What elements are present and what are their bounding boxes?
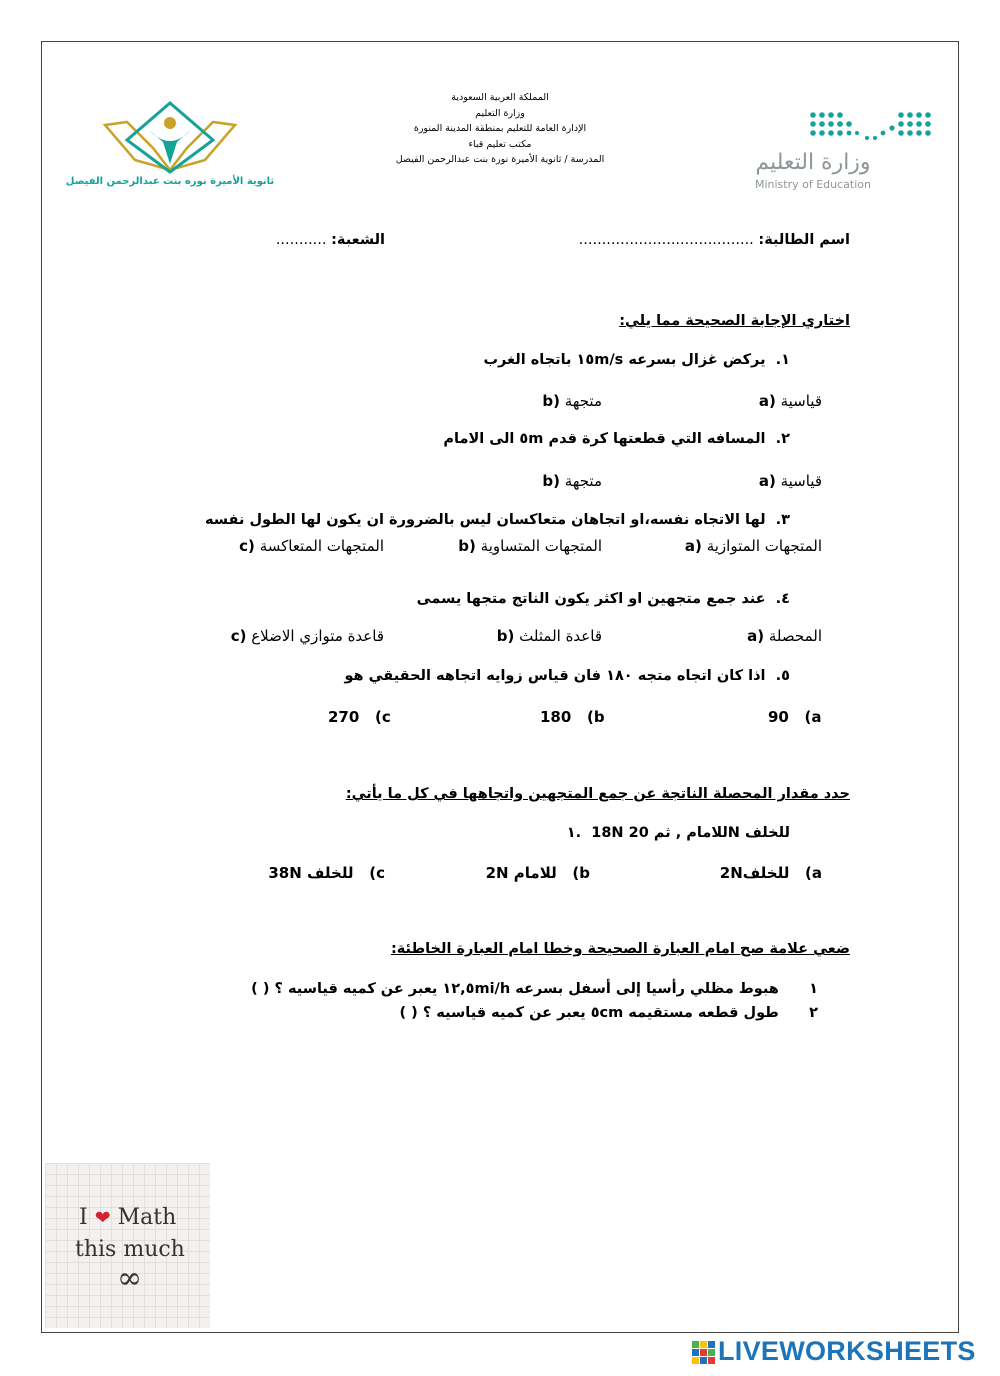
q2-option-b[interactable] <box>542 472 602 490</box>
q2-option-b-key: b) <box>542 472 561 490</box>
part3-item-2-number: ٢ <box>809 1005 818 1021</box>
q5-option-c[interactable] <box>328 708 391 726</box>
ministry-english-name: Ministry of Education <box>754 178 871 191</box>
q1-option-b-key: b) <box>542 392 561 410</box>
doodle-line-1 <box>79 1205 176 1230</box>
part2-option-a[interactable] <box>720 864 822 882</box>
q3-option-a-key: a) <box>684 537 702 555</box>
q2-option-a[interactable] <box>759 472 822 490</box>
part3-item-1-text: هبوط مظلي رأسيا إلى أسفل بسرعه ١٢,٥mi/h يعبر عن كميه قياسيه ؟ <box>274 981 779 997</box>
q1-option-a[interactable] <box>759 392 822 410</box>
q4-option-b[interactable] <box>497 627 602 645</box>
q4-option-b-key: b) <box>496 627 515 645</box>
question-3 <box>205 512 790 528</box>
question-5-text: اذا كان اتجاه متجه ١٨٠ فان قياس زوايه اتجاهه الحقيقي هو <box>344 668 766 684</box>
part3-item-2-answer-blank[interactable]: ( ) <box>399 1005 418 1021</box>
header-block <box>380 90 620 168</box>
q3-option-a-text: المتجهات المتوازية <box>706 537 822 555</box>
question-5-number: ٥. <box>775 668 790 684</box>
q3-option-b[interactable] <box>458 537 602 555</box>
doodle-i: I <box>79 1205 88 1230</box>
question-2-text: المسافه التي قطعتها كرة قدم ٥m الى الامام <box>443 431 766 447</box>
q5-option-a-text: 90 <box>768 708 789 726</box>
q1-option-a-text: قياسية <box>780 392 822 410</box>
question-4 <box>417 591 790 607</box>
question-5 <box>344 668 790 684</box>
q3-option-b-text: المتجهات المتساوية <box>480 537 602 555</box>
part2-question-number: ١. <box>566 825 582 841</box>
section-blank[interactable]: ........... <box>275 232 327 248</box>
part2-option-b-text: 2N للامام <box>485 864 557 882</box>
header-line-3: الإدارة العامة للتعليم بمنطقة المدينة المنورة <box>413 123 587 134</box>
question-1 <box>483 352 790 368</box>
section-row <box>276 232 385 248</box>
part3-item-2-text: طول قطعه مستقيمه ٥cm يعبر عن كميه قياسيه ؟ <box>422 1005 779 1021</box>
part3-title: ضعي علامة صح امام العبارة الصحيحة وخطا امام العبارة الخاطئة: <box>390 941 850 957</box>
q4-option-b-text: قاعدة المثلث <box>519 627 602 645</box>
q3-option-c[interactable] <box>239 537 384 555</box>
ministry-arabic-name: وزارة التعليم <box>755 150 871 175</box>
part3-item-1-number: ١ <box>809 981 818 997</box>
q2-option-a-key: a) <box>758 472 776 490</box>
liveworksheets-grid-icon <box>692 1341 716 1365</box>
doodle-line-2: this much <box>75 1237 185 1262</box>
part2-title: حدد مقدار المحصلة الناتجة عن جمع المتجهين واتجاهها في كل ما يأتي: <box>345 786 850 802</box>
part2-option-c-text: 38N للخلف <box>268 864 354 882</box>
part3-item-1 <box>251 981 818 997</box>
question-4-number: ٤. <box>775 591 790 607</box>
part2-option-b-key: (b <box>572 864 590 882</box>
question-3-number: ٣. <box>775 512 790 528</box>
q5-option-b-text: 180 <box>540 708 572 726</box>
q5-option-b-key: (b <box>586 708 605 726</box>
q4-option-a[interactable] <box>747 627 822 645</box>
student-name-label: اسم الطالبة: <box>758 232 850 248</box>
q3-option-a[interactable] <box>685 537 822 555</box>
liveworksheets-brand-text: LIVEWORKSHEETS <box>718 1336 976 1366</box>
q2-option-a-text: قياسية <box>780 472 822 490</box>
question-2-number: ٢. <box>775 431 790 447</box>
q4-option-c-key: c) <box>230 627 247 645</box>
part2-question-text: 18N للامام , ثم 20N للخلف <box>591 825 790 841</box>
q5-option-a-key: (a <box>804 708 822 726</box>
heart-icon: ❤ <box>94 1207 111 1229</box>
q1-option-b[interactable] <box>542 392 602 410</box>
doodle-math: Math <box>117 1205 177 1230</box>
q4-option-a-key: a) <box>747 627 765 645</box>
part2-option-a-key: (a <box>805 864 822 882</box>
q5-option-c-key: (c <box>374 708 391 726</box>
q5-option-a[interactable] <box>768 708 822 726</box>
part2-option-a-text: 2Nللخلف <box>719 864 790 882</box>
part2-option-b[interactable] <box>486 864 590 882</box>
q4-option-a-text: المحصلة <box>768 627 822 645</box>
q5-option-c-text: 270 <box>328 708 360 726</box>
q5-option-b[interactable] <box>540 708 605 726</box>
question-1-text: يركض غزال بسرعه ١٥m/s باتجاه الغرب <box>483 352 766 368</box>
student-name-blank[interactable]: ...................................... <box>578 232 754 248</box>
q1-option-b-text: متجهة <box>564 392 602 410</box>
header-line-1: المملكة العربية السعودية <box>451 92 549 103</box>
i-love-math-image <box>45 1163 210 1328</box>
header-line-2: وزارة التعليم <box>475 107 525 119</box>
doodle-infinity: ∞ <box>117 1261 142 1296</box>
header-line-4: مكتب تعليم قباء <box>468 138 532 150</box>
part1-title: اختاري الإجابة الصحيحة مما يلي: <box>619 313 850 329</box>
q3-option-c-text: المتجهات المتعاكسة <box>259 537 384 555</box>
part3-item-1-answer-blank[interactable]: ( ) <box>251 981 270 997</box>
q1-option-a-key: a) <box>758 392 776 410</box>
header-line-5: المدرسة / ثانوية الأميرة نورة بنت عبدالرحمن الفيصل <box>395 154 605 165</box>
part3-item-2 <box>399 1005 818 1021</box>
ministry-logo <box>743 110 943 195</box>
q3-option-c-key: c) <box>239 537 255 555</box>
part2-option-c[interactable] <box>268 864 385 882</box>
q3-option-b-key: b) <box>458 537 476 555</box>
school-emblem-icon <box>65 100 275 175</box>
school-logo-caption: ثانوية الأميرة نوره بنت عبدالرحمن الفيصل <box>65 176 275 187</box>
school-logo <box>65 100 275 195</box>
q2-option-b-text: متجهة <box>564 472 602 490</box>
question-2 <box>443 431 790 447</box>
part2-question <box>567 825 790 841</box>
ministry-dots-icon <box>743 110 943 150</box>
question-4-text: عند جمع متجهين او اكثر يكون الناتج متجها يسمى <box>416 591 766 607</box>
student-name-row <box>579 232 850 248</box>
question-1-number: ١. <box>775 352 790 368</box>
q4-option-c[interactable] <box>231 627 384 645</box>
question-3-text: لها الاتجاه نفسه،او اتجاهان متعاكسان ليس بالضرورة ان يكون لها الطول نفسه <box>205 512 766 528</box>
part2-option-c-key: (c <box>369 864 385 882</box>
q4-option-c-text: قاعدة متوازي الاضلاع <box>251 627 384 645</box>
section-label: الشعبة: <box>331 232 385 248</box>
